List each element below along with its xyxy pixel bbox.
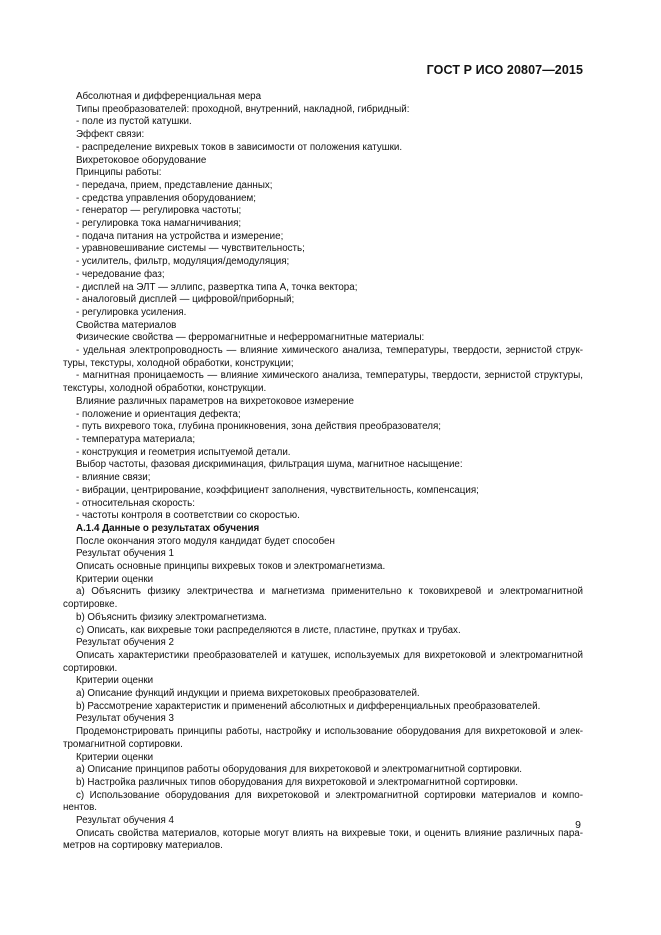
text-line: метров на сортировку материалов. [63,840,223,852]
text-line: b) Настройка различных типов оборудования для вихретоковой и электромагнитной сортировки. [76,776,518,788]
text-line: - вибрации, центрирование, коэффициент заполнения, чувствительность, компенсация; [76,484,479,496]
text-line: - частоты контроля в соответствии со скоростью. [76,510,300,522]
text-line: Физические свойства — ферромагнитные и неферромагнитные материалы: [76,332,425,344]
text-line: - распределение вихревых токов в зависимости от положения катушки. [76,141,403,153]
text-line: - подача питания на устройства и измерение; [76,230,284,242]
text-line: - средства управления оборудованием; [76,192,257,204]
text-line: b) Рассмотрение характеристик и применений абсолютных и дифференциальных преобразователей. [76,700,541,712]
text-line: - температура материала; [76,433,196,445]
text-line: - конструкция и геометрия испытуемой детали. [76,446,291,458]
text-line: - поле из пустой катушки. [76,116,192,128]
page-number: 9 [575,819,581,831]
text-line: - путь вихревого тока, глубина проникновения, зона действия преобразователя; [76,421,442,433]
text-line: Абсолютная и дифференциальная мера [76,91,262,102]
text-line: - передача, прием, представление данных; [76,179,273,191]
text-line: - уравновешивание системы — чувствительность; [76,243,305,255]
standard-header: ГОСТ Р ИСО 20807—2015 [426,63,583,77]
text-line: Результат обучения 2 [76,637,174,649]
text-line: Описать основные принципы вихревых токов и электромагнетизма. [76,561,386,573]
text-line: После окончания этого модуля кандидат будет способен [76,535,335,547]
text-line: Результат обучения 4 [76,815,174,827]
text-line: - регулировка тока намагничивания; [76,218,242,230]
text-line: - положение и ориентация дефекта; [76,408,241,420]
text-line: Вихретоковое оборудование [76,154,207,166]
document-body [63,91,583,853]
text-line: Выбор частоты, фазовая дискриминация, фильтрация шума, магнитное насыщение: [76,459,463,471]
text-line: - влияние связи; [76,472,151,484]
text-line: Свойства материалов [76,319,177,331]
section-heading: А.1.4 Данные о результатах обучения [76,522,260,534]
text-line: Принципы работы: [76,167,162,179]
text-line: Типы преобразователей: проходной, внутренний, накладной, гибридный: [76,103,410,115]
text-line: - генератор — регулировка частоты; [76,205,242,217]
text-line: туры, текстуры, холодной обработки, конструкции; [63,357,294,369]
text-line: Описать характеристики преобразователей и катушек, используемых для вихретоковой и электромагнитной [76,649,583,661]
text-line: текстуры, холодной обработки, конструкции. [63,383,267,395]
text-line: Результат обучения 1 [76,548,174,560]
text-line: - удельная электропроводность — влияние химического анализа, температуры, твердости, зернистой струк- [76,345,583,357]
text-line: Эффект связи: [76,129,145,141]
text-line: тромагнитной сортировки. [63,738,183,750]
text-line: нентов. [63,802,98,814]
text-line: - регулировка усиления. [76,306,187,318]
text-line: Критерии оценки [76,675,154,687]
text-line: а) Описание функций индукции и приема вихретоковых преобразователей. [76,688,420,700]
text-line: Влияние различных параметров на вихретоковое измерение [76,395,354,407]
text-line: - усилитель, фильтр, модуляция/демодуляция; [76,256,290,268]
text-line: Описать свойства материалов, которые могут влиять на вихревые токи, и оценить влияние различных пара- [76,827,583,839]
text-line: - чередование фаз; [76,268,165,280]
text-line: а) Объяснить физику электричества и магнетизма применительно к токовихревой и электромагнитной [76,586,583,598]
text-line: Продемонстрировать принципы работы, настройку и использование оборудования для вихретоковой и элек- [76,726,583,738]
text-line: Результат обучения 3 [76,713,174,725]
text-line: - аналоговый дисплей — цифровой/приборный; [76,294,295,306]
text-line: Критерии оценки [76,573,154,585]
text-line: - относительная скорость: [76,497,195,509]
text-line: сортировке. [63,599,118,611]
text-line: - магнитная проницаемость — влияние химического анализа, температуры, твердости, зернистой структуры, [76,370,583,382]
text-line: Критерии оценки [76,751,154,763]
text-line: b) Объяснить физику электромагнетизма. [76,611,267,623]
text-line: - дисплей на ЭЛТ — эллипс, развертка типа А, точка вектора; [76,281,358,293]
text-line: c) Использование оборудования для вихретоковой и электромагнитной сортировки материалов и компо- [76,789,583,801]
text-line: а) Описание принципов работы оборудования для вихретоковой и электромагнитной сортировки. [76,764,523,776]
text-line: сортировки. [63,662,118,674]
text-line: c) Описать, как вихревые токи распределяются в листе, пластине, прутках и трубах. [76,624,461,636]
